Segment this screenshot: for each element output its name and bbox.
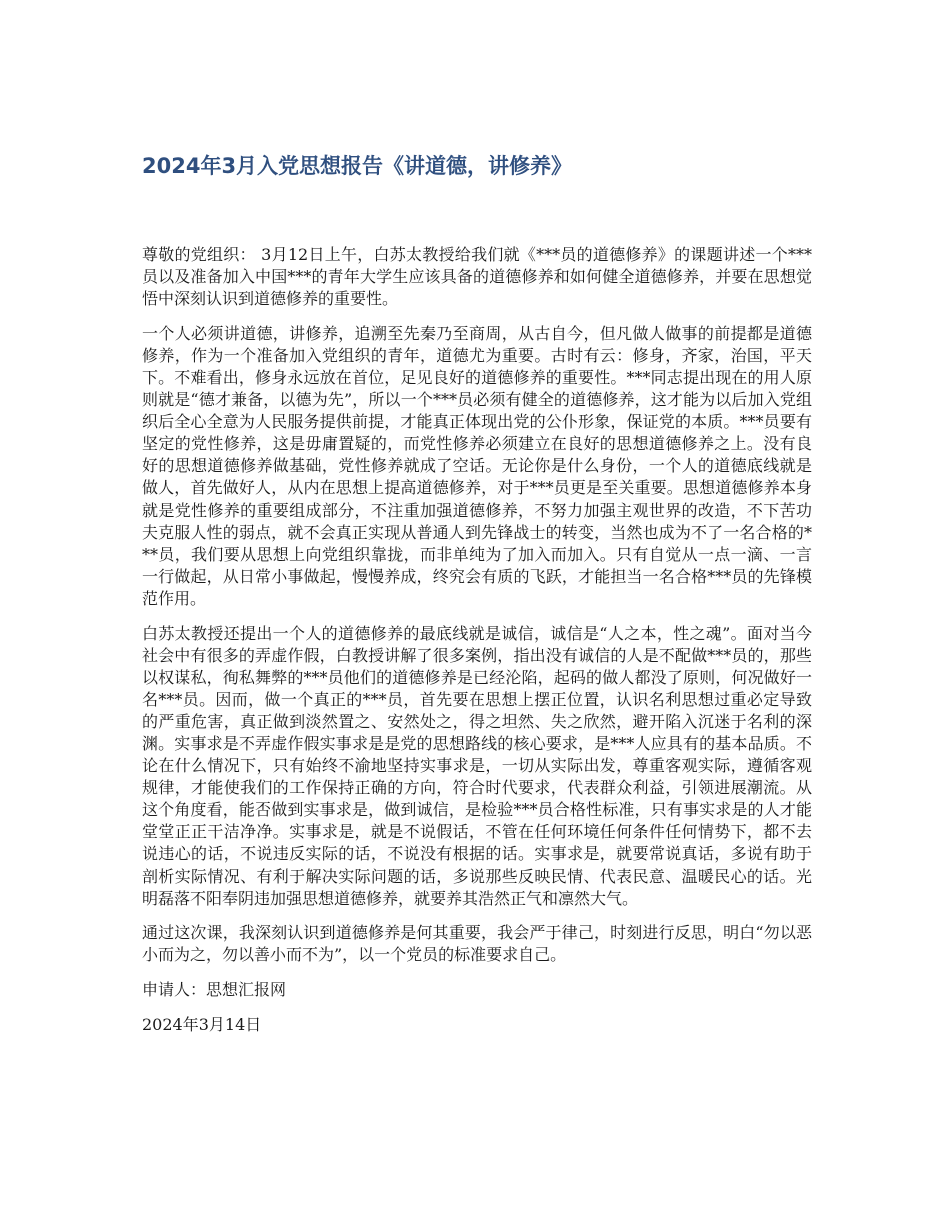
paragraph-moral-cultivation: 一个人必须讲道德，讲修养，追溯至先秦乃至商周，从古自今，但凡做人做事的前提都是道德修养，作为一个准备加入党组织的青年，道德尤为重要。古时有云：修身，齐家，治国，平天下。不难看出，修身永远放在首位，足见良好的道德修养的重要性。***同志提出现在的用人原则就是“德才兼备，以德为先”，所以一个***员必须有健全的道德修养，这才能为以后加入党组织后全心全意为人民服务提供前提，才能真正体现出党的公仆形象，保证党的本质。***员要有坚定的党性修养，这是毋庸置疑的，而党性修养必须建立在良好的思想道德修养之上。没有良好的思想道德修养做基础，党性修养就成了空话。无论你是什么身份，一个人的道德底线就是做人，首先做好人，从内在思想上提高道德修养，对于***员更是至关重要。思想道德修养本身就是党性修养的重要组成部分，不注重加强道德修养，不努力加强主观世界的改造，不下苦功夫克服人性的弱点，就不会真正实现从普通人到先锋战士的转变，当然也成为不了一名合格的***员，我们要从思想上向党组织靠拢，而非单纯为了加入而加入。只有自觉从一点一滴、一言一行做起，从日常小事做起，慢慢养成，终究会有质的飞跃，才能担当一名合格***员的先锋模范作用。 — [142, 323, 812, 608]
document-body — [142, 244, 812, 1048]
paragraph-conclusion: 通过这次课，我深刻认识到道德修养是何其重要，我会严于律己，时刻进行反思，明白“勿以恶小而为之，勿以善小而不为”，以一个党员的标准要求自己。 — [142, 923, 812, 965]
document-title: 2024年3月入党思想报告《讲道德，讲修养》 — [142, 154, 573, 178]
date-line: 2024年3月14日 — [142, 1014, 262, 1034]
paragraph-salutation: 尊敬的党组织： 3月12日上午，白苏太教授给我们就《***员的道德修养》的课题讲述一个***员以及准备加入中国***的青年大学生应该具备的道德修养和如何健全道德修养，并要在思想觉悟中深刻认识到道德修养的重要性。 — [142, 245, 812, 309]
applicant-line: 申请人：思想汇报网 — [142, 979, 287, 999]
paragraph-integrity: 白苏太教授还提出一个人的道德修养的最底线就是诚信，诚信是“人之本，性之魂”。面对当今社会中有很多的弄虚作假，白教授讲解了很多案例，指出没有诚信的人是不配做***员的，那些以权谋私，徇私舞弊的***员他们的道德修养是已经沦陷，起码的做人都没了原则，何况做好一名***员。因而，做一个真正的***员，首先要在思想上摆正位置，认识名利思想过重必定导致的严重危害，真正做到淡然置之、安然处之，得之坦然、失之欣然，避开陷入沉迷于名利的深渊。实事求是不弄虚作假实事求是是党的思想路线的核心要求，是***人应具有的基本品质。不论在什么情况下，只有始终不渝地坚持实事求是，一切从实际出发，尊重客观实际，遵循客观规律，才能使我们的工作保持正确的方向，符合时代要求，代表群众利益，引领进展潮流。从这个角度看，能否做到实事求是，做到诚信，是检验***员合格性标准，只有事实求是的人才能堂堂正正干洁净净。实事求是，就是不说假话，不管在任何环境任何条件任何情势下，都不去说违心的话，不说违反实际的话，不说没有根据的话。实事求是，就要常说真话，多说有助于剖析实际情况、有利于解决实际问题的话，多说那些反映民情、代表民意、温暖民心的话。光明磊落不阳奉阴违加强思想道德修养，就要养其浩然正气和凛然大气。 — [142, 623, 812, 908]
